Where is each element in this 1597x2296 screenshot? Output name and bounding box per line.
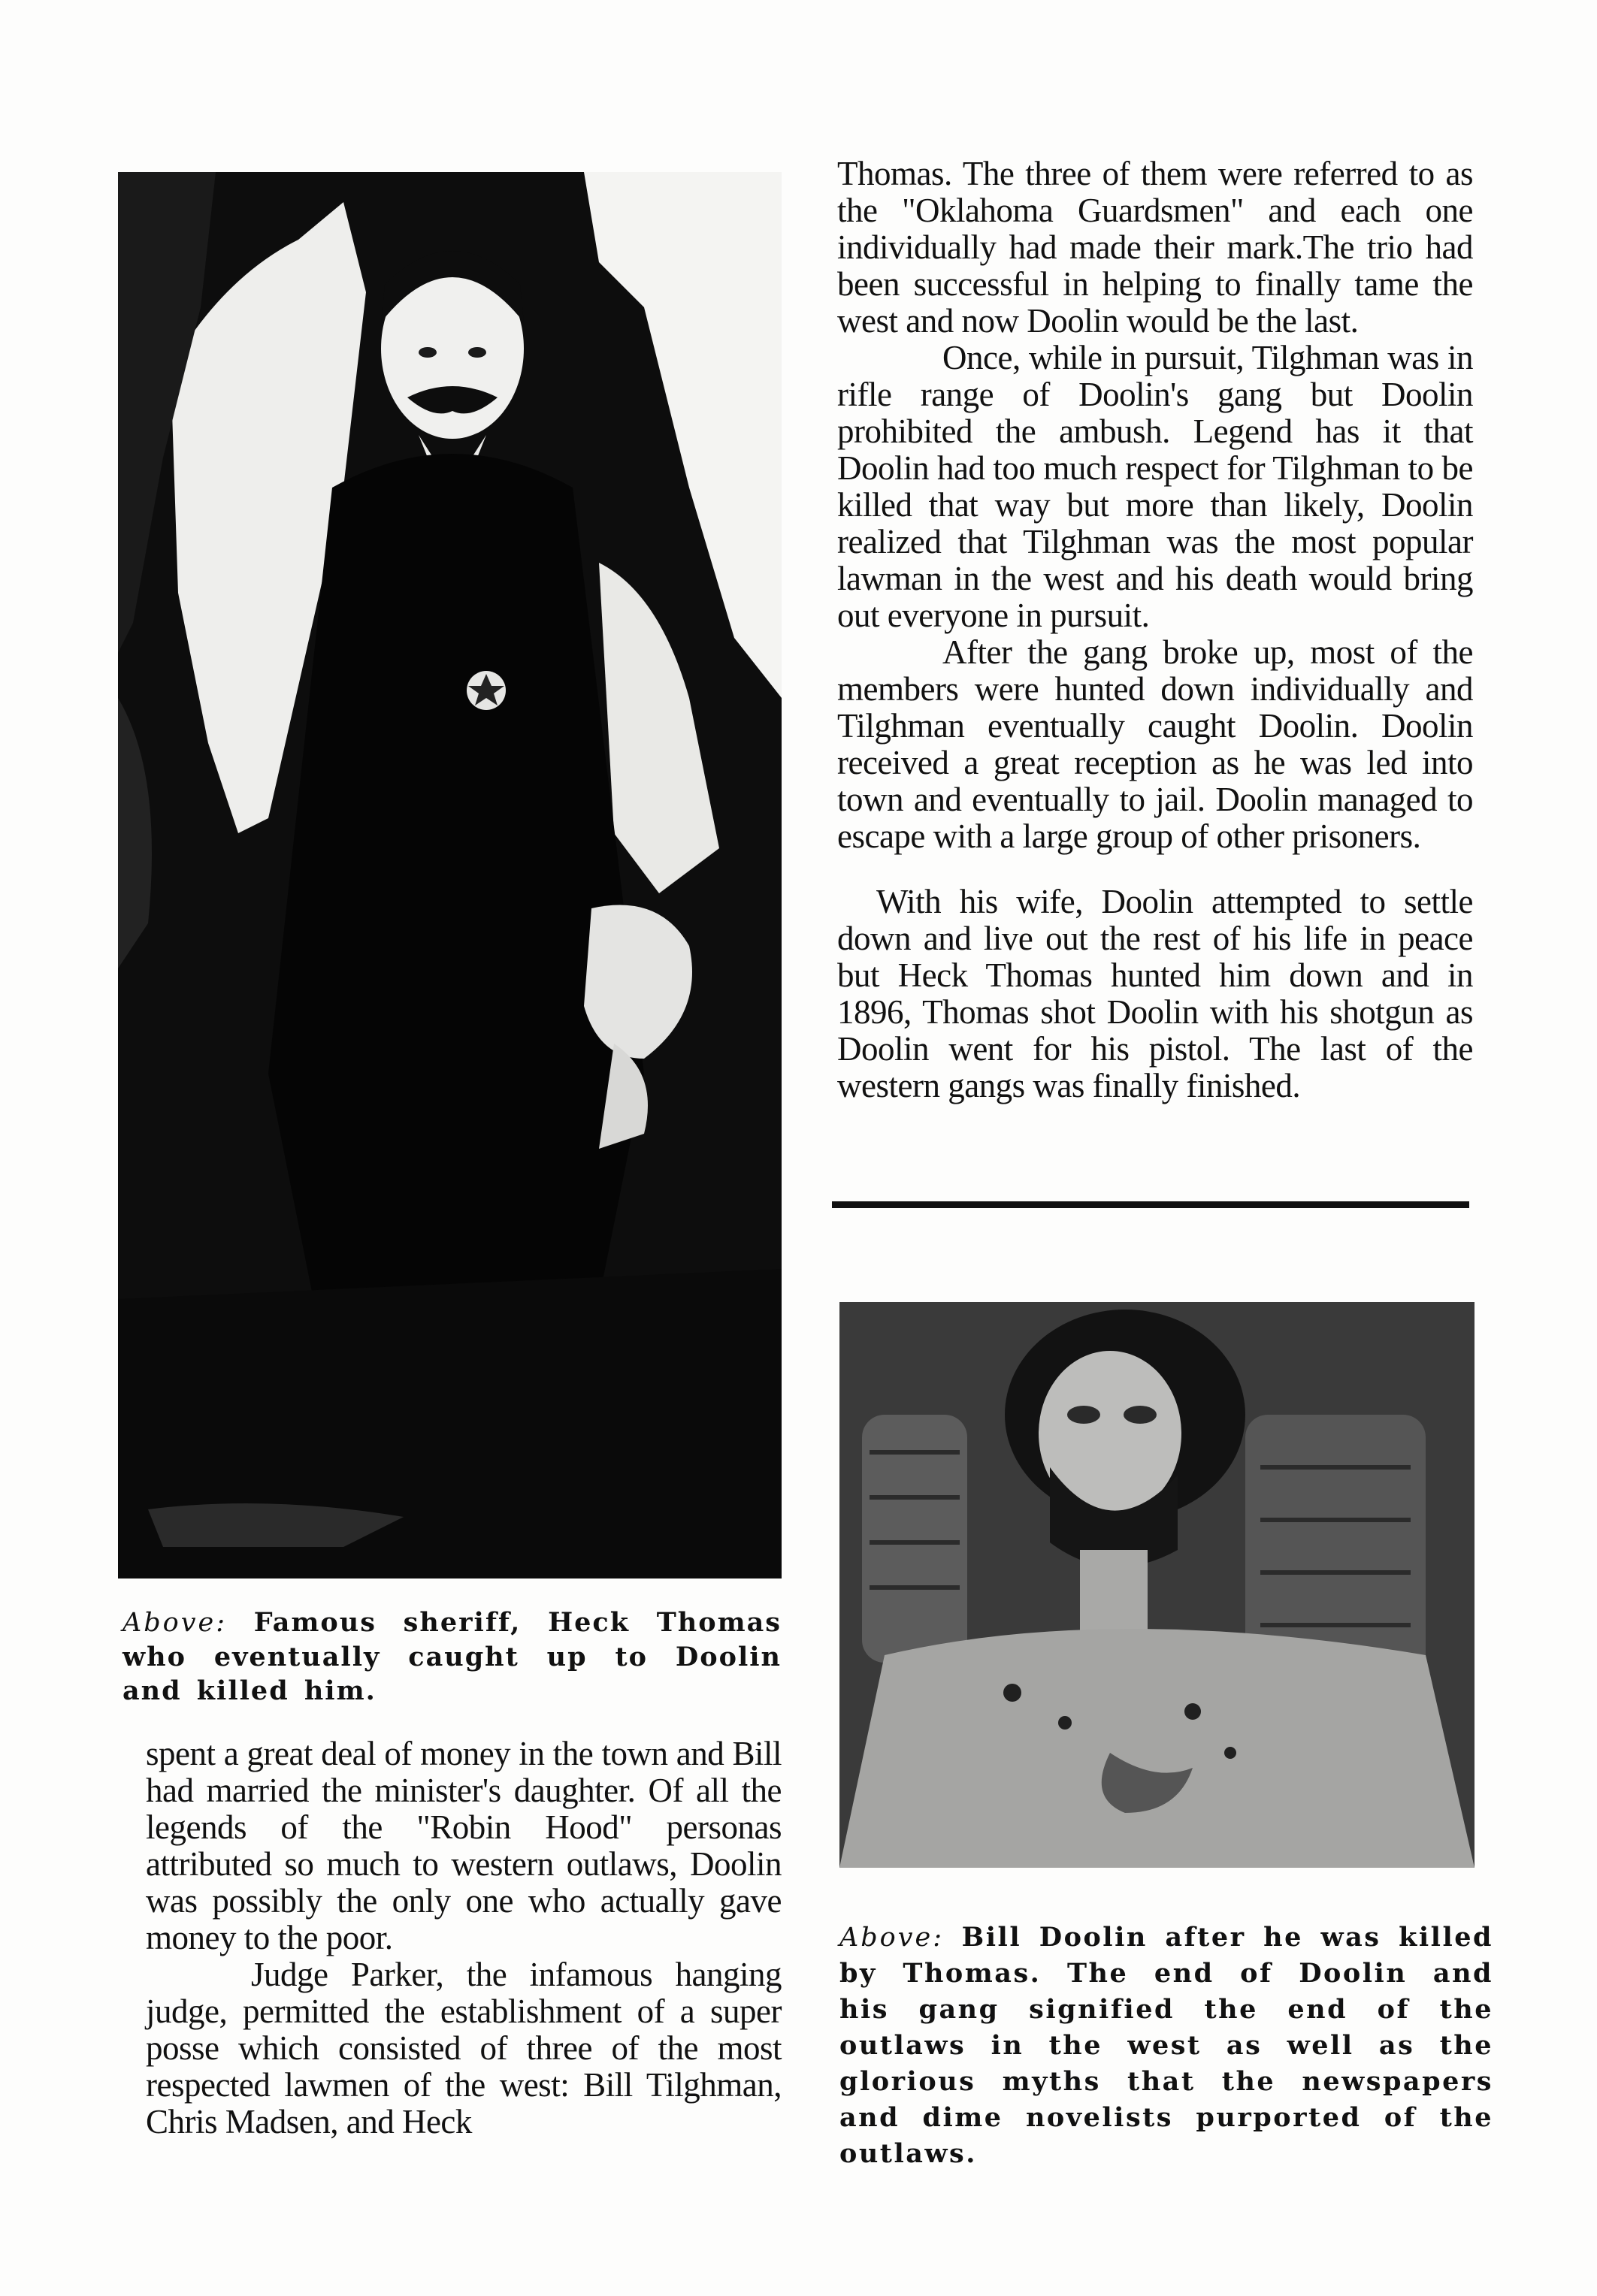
paragraph: After the gang broke up, most of the members were hunted down individually and Tilghman eventually caught Doolin. Doolin received a great reception as he was led into town and eventually to jail. Doolin managed to escape with a large group of other prisoners. — [837, 633, 1473, 855]
heck-thomas-caption — [122, 1606, 782, 1708]
paragraph: With his wife, Doolin attempted to settle down and live out the rest of his life in peace but Heck Thomas hunted him down and in 1896, Thomas shot Doolin with his shotgun as Doolin went for his pistol. The last of the western gangs was finally finished. — [837, 883, 1473, 1104]
heck-thomas-photo-graphic — [118, 172, 782, 1578]
heck-thomas-photo — [118, 172, 782, 1578]
paragraph: Thomas. The three of them were referred to as the "Oklahoma Guardsmen" and each one individually had made their mark.The trio had been successful in helping to finally tame the west and now Doolin would be the last. — [837, 155, 1473, 340]
caption-lead: Above: — [122, 1608, 228, 1638]
bill-doolin-photo — [839, 1302, 1475, 1868]
bill-doolin-caption — [839, 1920, 1493, 2172]
bill-doolin-photo-graphic — [839, 1302, 1475, 1868]
caption-lead: Above: — [839, 1923, 945, 1953]
left-column-text — [146, 1736, 782, 2140]
caption-text: Bill Doolin after he was killed by Thomas. The end of Doolin and his gang signified the end of the outlaws in the west as well as the glorious myths that the newspapers and dime novelists purported of the outlaws. — [839, 1922, 1493, 2169]
paragraph: spent a great deal of money in the town and Bill had married the minister's daughter. Of all the legends of the "Robin Hood" personas attributed so much to western outlaws, Doolin was possibly the only one who actually gave money to the poor. — [146, 1735, 782, 1956]
paragraph: Once, while in pursuit, Tilghman was in rifle range of Doolin's gang but Doolin prohibited the ambush. Legend has it that Doolin had too much respect for Tilghman to be killed that way but more than likely, Doolin realized that Tilghman was the most popular lawman in the west and his death would bring out everyone in pursuit. — [837, 339, 1473, 634]
caption-text: Famous sheriff, Heck Thomas who eventually caught up to Doolin and killed him. — [122, 1607, 782, 1706]
paragraph: Judge Parker, the infamous hanging judge, permitted the establishment of a super posse which consisted of three of the most respected lawmen of the west: Bill Tilghman, Chris Madsen, and Heck — [146, 1956, 782, 2140]
section-divider — [832, 1201, 1469, 1208]
right-column-text — [837, 156, 1473, 1104]
